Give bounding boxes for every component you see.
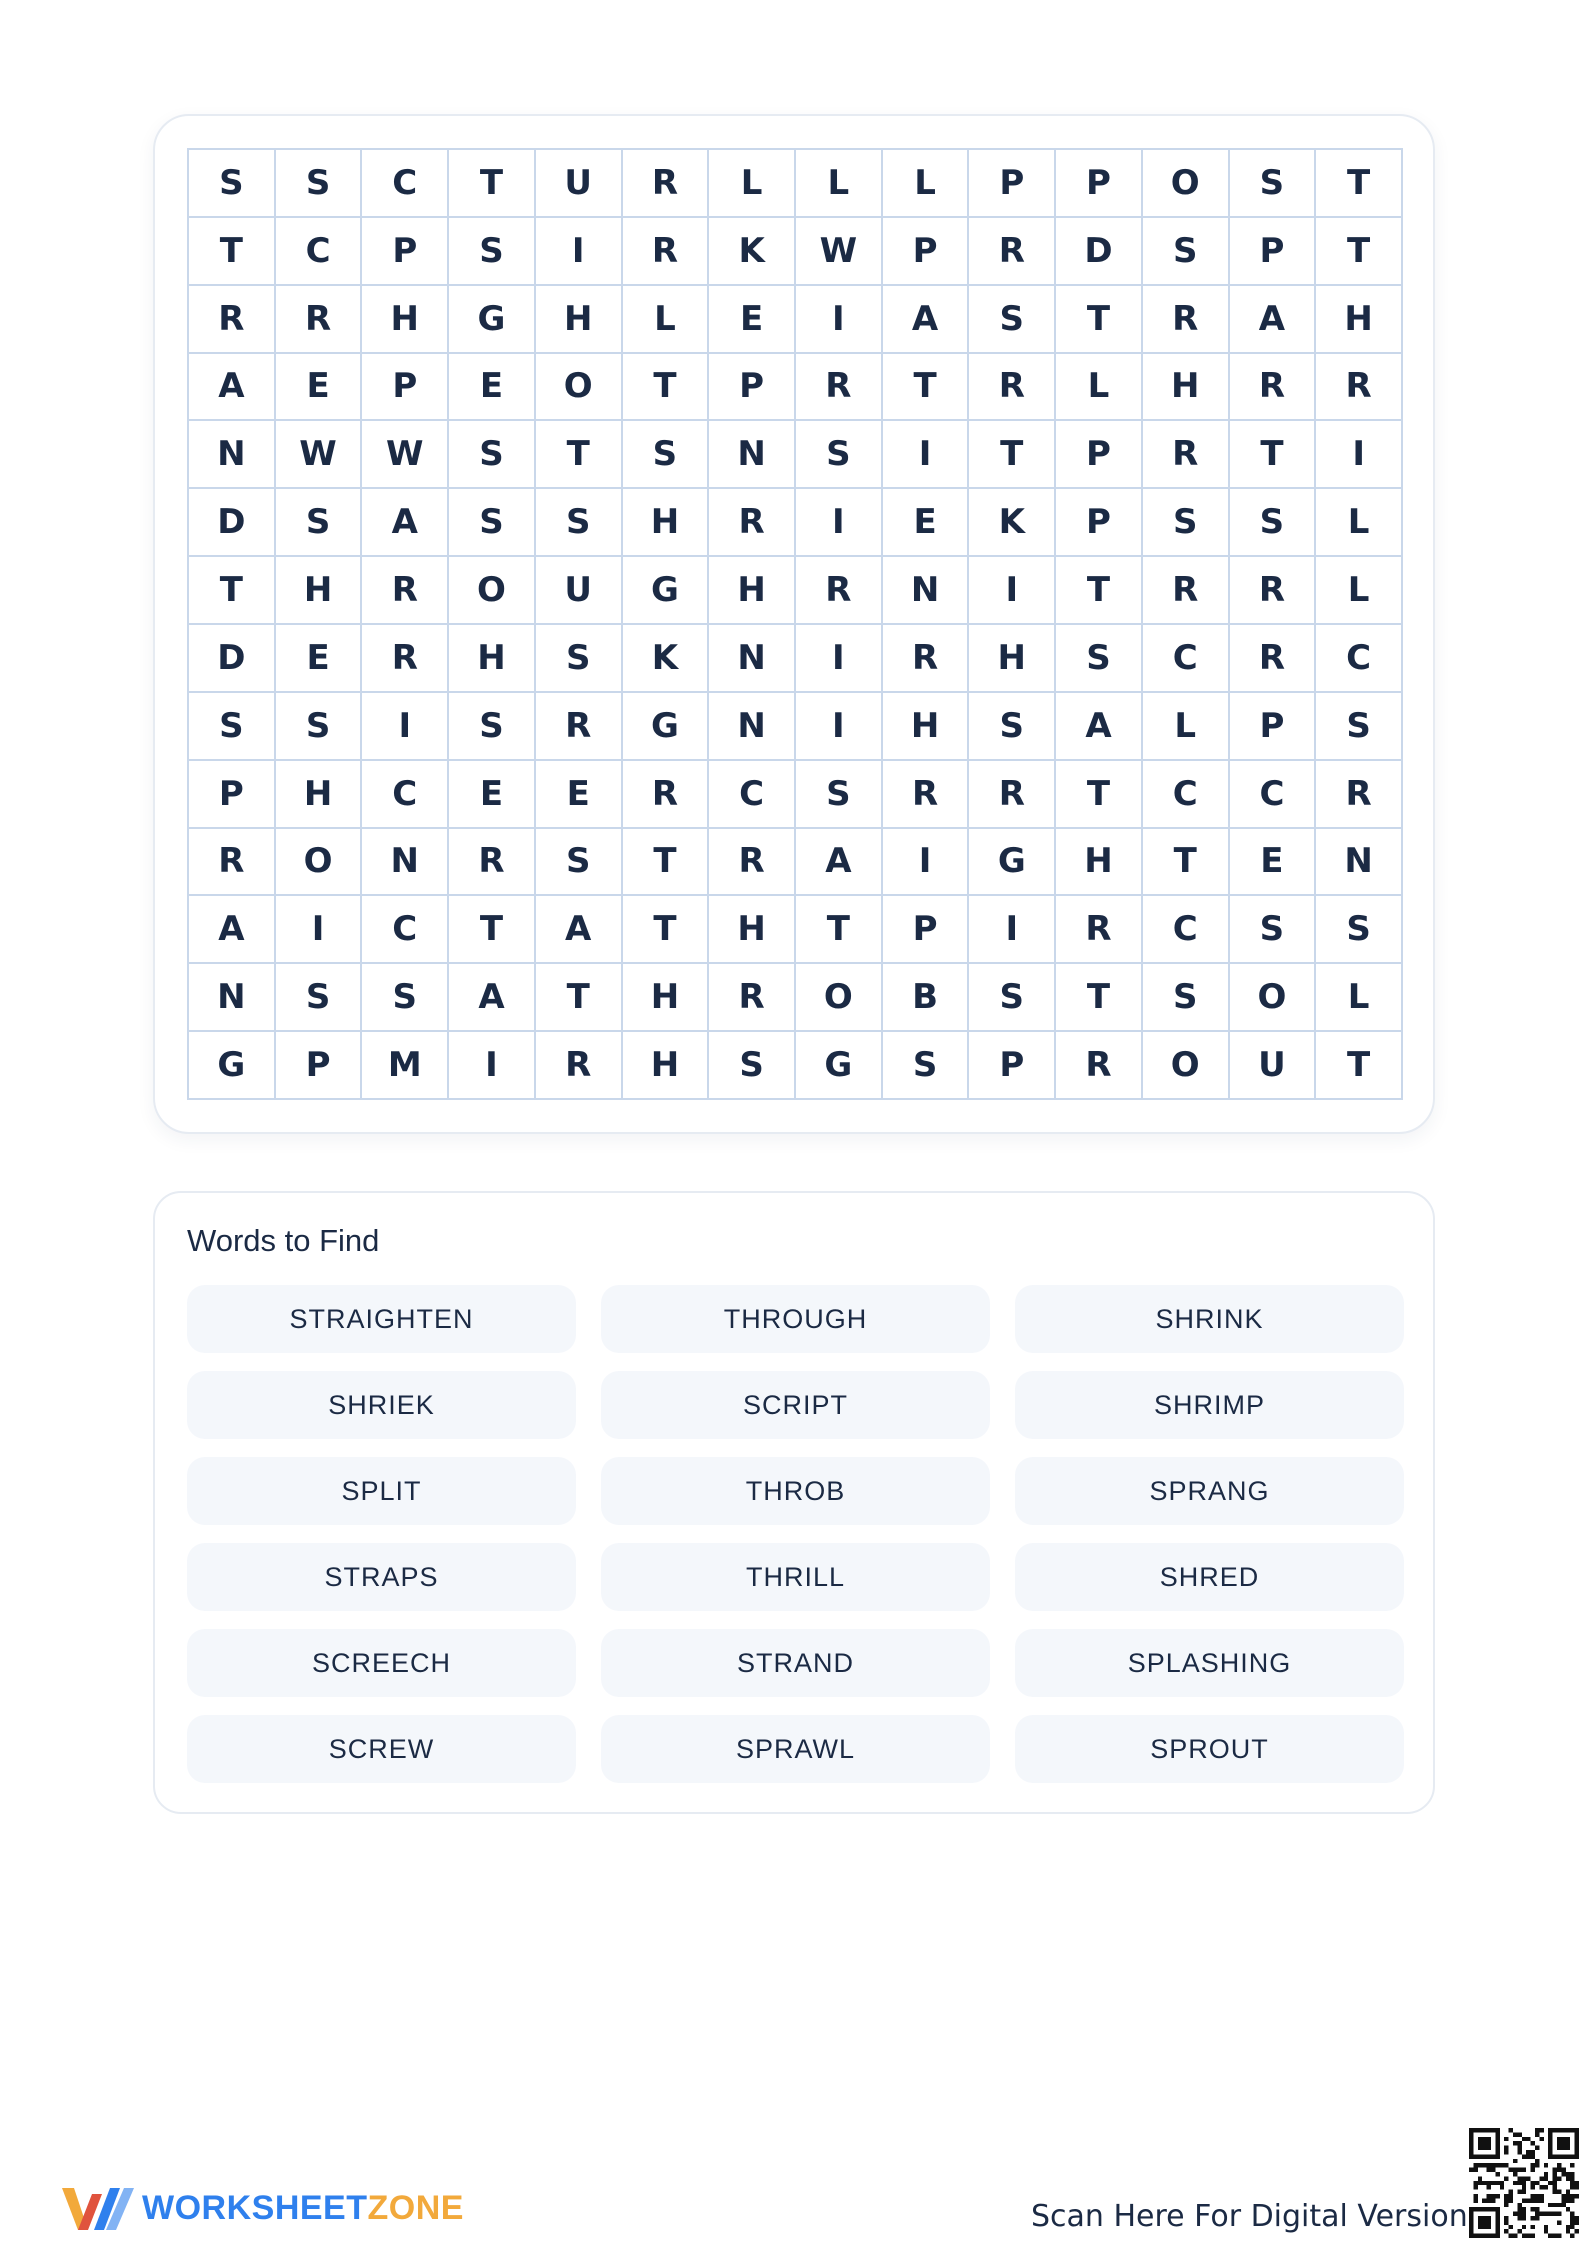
grid-cell: T [623,829,710,897]
grid-cell: G [623,693,710,761]
grid-cell: W [276,421,363,489]
grid-cell: H [1316,286,1403,354]
grid-cell: T [1056,557,1143,625]
grid-cell: C [362,150,449,218]
grid-cell: H [362,286,449,354]
grid-cell: G [969,829,1056,897]
grid-cell: C [1143,625,1230,693]
grid-cell: P [276,1032,363,1100]
grid-cell: S [1230,896,1317,964]
grid-cell: S [276,693,363,761]
grid-cell: L [1056,354,1143,422]
grid-cell: S [1056,625,1143,693]
grid-cell: L [883,150,970,218]
logo-w-icon [58,2180,136,2236]
grid-cell: O [1143,1032,1230,1100]
grid-cell: O [1230,964,1317,1032]
word-pill: SPLASHING [1015,1629,1404,1697]
grid-cell: S [969,964,1056,1032]
grid-cell: E [276,625,363,693]
grid-cell: O [449,557,536,625]
grid-cell: P [1230,218,1317,286]
grid-cell: S [1316,693,1403,761]
grid-cell: D [1056,218,1143,286]
grid-cell: N [189,421,276,489]
grid-cell: P [883,896,970,964]
grid-cell: T [1230,421,1317,489]
grid-cell: I [796,489,883,557]
grid-cell: L [623,286,710,354]
grid-cell: E [449,354,536,422]
grid-cell: L [1316,964,1403,1032]
grid-cell: I [536,218,623,286]
grid-cell: S [1143,489,1230,557]
grid-cell: T [1056,286,1143,354]
grid-cell: D [189,625,276,693]
grid-cell: A [362,489,449,557]
grid-cell: I [883,829,970,897]
grid-cell: O [276,829,363,897]
grid-cell: I [969,557,1056,625]
grid-cell: C [1143,761,1230,829]
grid-cell: R [1143,557,1230,625]
word-pill: SPRAWL [601,1715,990,1783]
grid-cell: S [276,150,363,218]
grid-cell: C [362,761,449,829]
grid-cell: R [796,557,883,625]
grid-cell: O [796,964,883,1032]
grid-cell: R [709,489,796,557]
grid-cell: T [1316,1032,1403,1100]
word-list [187,1285,1405,1783]
grid-cell: S [449,421,536,489]
grid-cell: D [189,489,276,557]
grid-cell: C [709,761,796,829]
grid-cell: S [449,693,536,761]
word-pill: SCREW [187,1715,576,1783]
grid-cell: E [1230,829,1317,897]
grid-cell: K [709,218,796,286]
word-pill: SHRIMP [1015,1371,1404,1439]
words-to-find-title: Words to Find [187,1223,380,1258]
grid-cell: S [189,693,276,761]
grid-cell: R [189,829,276,897]
grid-cell: R [623,218,710,286]
grid-cell: T [189,557,276,625]
grid-cell: T [1056,761,1143,829]
grid-cell: H [276,557,363,625]
grid-cell: H [709,557,796,625]
grid-cell: I [362,693,449,761]
word-pill: SHRINK [1015,1285,1404,1353]
grid-cell: R [449,829,536,897]
grid-cell: R [709,829,796,897]
grid-cell: R [796,354,883,422]
word-pill: THROB [601,1457,990,1525]
grid-cell: N [883,557,970,625]
grid-cell: R [1143,421,1230,489]
grid-cell: S [449,218,536,286]
qr-code-icon[interactable] [1469,2128,1579,2238]
logo-wordmark [142,2189,464,2228]
grid-cell: U [1230,1032,1317,1100]
grid-cell: R [709,964,796,1032]
grid-cell: R [362,557,449,625]
grid-cell: I [796,693,883,761]
grid-cell: S [796,761,883,829]
grid-cell: P [1056,150,1143,218]
grid-cell: S [796,421,883,489]
logo-text-zone: ZONE [367,2188,464,2227]
grid-cell: A [189,354,276,422]
grid-cell: I [796,286,883,354]
grid-cell: L [796,150,883,218]
grid-cell: A [1056,693,1143,761]
word-pill: SCRIPT [601,1371,990,1439]
grid-cell: W [362,421,449,489]
grid-cell: H [1056,829,1143,897]
letter-grid [187,148,1403,1100]
grid-cell: S [969,286,1056,354]
words-to-find-card [153,1191,1435,1814]
grid-cell: R [1230,354,1317,422]
word-pill: THRILL [601,1543,990,1611]
grid-cell: I [796,625,883,693]
grid-cell: H [1143,354,1230,422]
grid-cell: P [189,761,276,829]
grid-cell: P [969,150,1056,218]
grid-cell: I [883,421,970,489]
grid-cell: P [1056,489,1143,557]
grid-cell: R [1056,1032,1143,1100]
grid-cell: T [883,354,970,422]
grid-cell: S [1316,896,1403,964]
grid-cell: P [883,218,970,286]
grid-cell: A [1230,286,1317,354]
grid-cell: A [449,964,536,1032]
grid-cell: L [1316,557,1403,625]
grid-cell: T [623,896,710,964]
grid-cell: R [623,761,710,829]
word-pill: STRAND [601,1629,990,1697]
grid-cell: S [449,489,536,557]
word-pill: SPRANG [1015,1457,1404,1525]
grid-cell: E [449,761,536,829]
word-pill: SHRIEK [187,1371,576,1439]
word-pill: SCREECH [187,1629,576,1697]
grid-cell: M [362,1032,449,1100]
grid-cell: C [1316,625,1403,693]
grid-cell: S [536,489,623,557]
grid-cell: K [623,625,710,693]
grid-cell: U [536,150,623,218]
grid-cell: N [709,421,796,489]
grid-cell: S [536,625,623,693]
word-pill: SPLIT [187,1457,576,1525]
grid-cell: H [709,896,796,964]
word-pill: THROUGH [601,1285,990,1353]
grid-cell: C [1143,896,1230,964]
grid-cell: N [709,693,796,761]
grid-cell: S [623,421,710,489]
grid-cell: S [276,964,363,1032]
grid-cell: S [969,693,1056,761]
grid-cell: R [1316,761,1403,829]
grid-cell: P [1056,421,1143,489]
grid-cell: H [969,625,1056,693]
grid-cell: C [1230,761,1317,829]
grid-cell: S [1230,150,1317,218]
grid-cell: P [1230,693,1317,761]
grid-cell: R [1316,354,1403,422]
grid-cell: G [796,1032,883,1100]
grid-cell: N [189,964,276,1032]
grid-cell: I [449,1032,536,1100]
grid-cell: R [1056,896,1143,964]
grid-cell: P [362,354,449,422]
grid-cell: N [1316,829,1403,897]
word-search-card [153,114,1435,1134]
grid-cell: T [1316,218,1403,286]
grid-cell: A [189,896,276,964]
word-pill: STRAPS [187,1543,576,1611]
grid-cell: L [1143,693,1230,761]
grid-cell: E [883,489,970,557]
grid-cell: H [623,489,710,557]
word-pill: STRAIGHTEN [187,1285,576,1353]
grid-cell: S [362,964,449,1032]
grid-cell: T [189,218,276,286]
grid-cell: S [1143,218,1230,286]
grid-cell: C [362,896,449,964]
grid-cell: P [969,1032,1056,1100]
grid-cell: E [276,354,363,422]
scan-caption: Scan Here For Digital Version [1031,2199,1468,2234]
grid-cell: R [536,693,623,761]
grid-cell: H [623,1032,710,1100]
grid-cell: N [709,625,796,693]
grid-cell: R [362,625,449,693]
grid-cell: H [623,964,710,1032]
logo-text-worksheet: WORKSHEET [142,2188,368,2227]
grid-cell: T [969,421,1056,489]
grid-cell: T [1056,964,1143,1032]
grid-cell: S [709,1032,796,1100]
grid-cell: H [276,761,363,829]
grid-cell: C [276,218,363,286]
grid-cell: R [623,150,710,218]
grid-cell: H [536,286,623,354]
grid-cell: T [1143,829,1230,897]
grid-cell: R [969,761,1056,829]
grid-cell: R [1230,625,1317,693]
grid-cell: T [449,150,536,218]
grid-cell: R [969,354,1056,422]
grid-cell: S [883,1032,970,1100]
grid-cell: H [883,693,970,761]
grid-cell: N [362,829,449,897]
grid-cell: L [1316,489,1403,557]
grid-cell: T [449,896,536,964]
grid-cell: O [536,354,623,422]
grid-cell: R [189,286,276,354]
grid-cell: S [536,829,623,897]
word-pill: SHRED [1015,1543,1404,1611]
grid-cell: P [709,354,796,422]
grid-cell: G [623,557,710,625]
grid-cell: R [276,286,363,354]
grid-cell: R [1230,557,1317,625]
grid-cell: U [536,557,623,625]
grid-cell: T [536,964,623,1032]
grid-cell: T [1316,150,1403,218]
grid-cell: A [796,829,883,897]
grid-cell: S [1143,964,1230,1032]
grid-cell: P [362,218,449,286]
grid-cell: T [623,354,710,422]
grid-cell: T [536,421,623,489]
grid-cell: T [796,896,883,964]
word-pill: SPROUT [1015,1715,1404,1783]
grid-cell: S [276,489,363,557]
grid-cell: A [883,286,970,354]
grid-cell: S [1230,489,1317,557]
grid-cell: O [1143,150,1230,218]
grid-cell: R [536,1032,623,1100]
grid-cell: R [1143,286,1230,354]
grid-cell: R [883,761,970,829]
grid-cell: E [709,286,796,354]
grid-cell: E [536,761,623,829]
worksheetzone-logo[interactable] [58,2180,464,2236]
grid-cell: L [709,150,796,218]
grid-cell: G [189,1032,276,1100]
grid-cell: I [1316,421,1403,489]
grid-cell: A [536,896,623,964]
grid-cell: I [276,896,363,964]
grid-cell: B [883,964,970,1032]
grid-cell: G [449,286,536,354]
grid-cell: S [189,150,276,218]
grid-cell: H [449,625,536,693]
grid-cell: I [969,896,1056,964]
grid-cell: W [796,218,883,286]
grid-cell: R [883,625,970,693]
grid-cell: K [969,489,1056,557]
grid-cell: R [969,218,1056,286]
